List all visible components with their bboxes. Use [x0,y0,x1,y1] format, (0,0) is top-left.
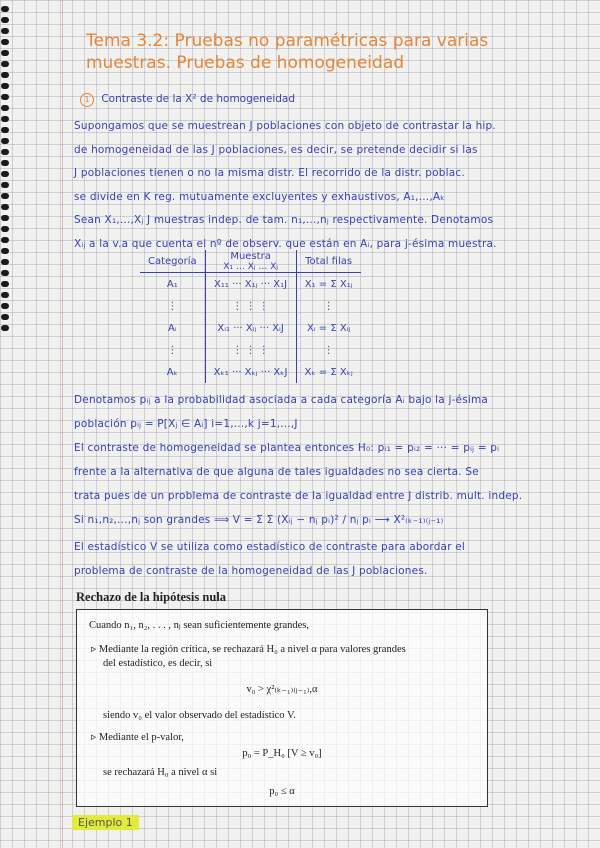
text-line: problema de contraste de la homogeneidad de las J poblaciones. [74,565,428,577]
binding-hole [1,39,9,45]
binding-hole [1,6,9,12]
binding-hole [1,248,9,254]
text-line: Xᵢⱼ a la v.a que cuenta el nº de observ. que están en Aᵢ, para j-ésima muestra. [74,237,497,250]
binding-hole [1,204,9,210]
cell-values: ⋮ ⋮ ⋮ [205,339,296,361]
cell-values: Xₖ₁ ··· Xₖⱼ ··· XₖJ [205,361,296,383]
contingency-table [140,250,361,383]
header-muestra-label: Muestra [230,250,271,262]
margin-line [62,0,63,848]
binding-hole [1,94,9,100]
box-note-2: se rechazará H₀ a nivel α si [103,767,218,778]
cell-total: ⋮ [323,300,334,312]
binding-hole [1,83,9,89]
text-line: Si n₁,n₂,...,nⱼ son grandes ⟹ V = Σ Σ (Xᵢⱼ − nⱼ pᵢ)² / nⱼ pᵢ ⟶ X²₍ₖ₋₁₎₍ⱼ₋₁₎ [74,514,444,526]
table-row [140,361,361,383]
cell-total: Xᵢ = Σ Xᵢⱼ [306,322,351,334]
sub-header: Xⱼ [270,261,278,272]
sub-header: … [258,261,268,272]
cell-category: A₁ [140,273,205,296]
text-line: Denotamos pᵢⱼ a la probabilidad asociada a cada categoría Aᵢ bajo la j-ésima [74,394,489,406]
text-line: El estadístico V se utiliza como estadístico de contraste para abordar el [74,541,466,553]
page-title: Tema 3.2: Pruebas no paramétricas para varias muestras. Pruebas de homogeneidad [86,31,489,73]
text-line: de homogeneidad de las J poblaciones, es decir, se pretende decidir si las [74,143,478,156]
cell-values: ⋮ ⋮ ⋮ [205,295,296,317]
binding-hole [1,160,9,166]
cell-values: Xᵢ₁ ··· Xᵢⱼ ··· XᵢJ [205,317,296,339]
table-row [140,295,361,317]
bullet-text: Mediante el p-valor, [98,732,184,743]
formula-reject: p₀ ≤ α [269,786,295,797]
binding-hole [1,292,9,298]
formula-critical: v₀ > χ²₍ₖ₋₁₎₍ⱼ₋₁₎,α [246,684,318,695]
box-intro: Cuando n₁, n₂, . . . , nⱼ sean suficientemente grandes, [89,620,309,631]
binding-hole [1,171,9,177]
header-muestra-sub [214,262,288,272]
header-total: Total filas [296,250,361,273]
formula-pvalue: p₀ = P_H₀ [V ≥ v₀] [242,748,322,759]
binding-hole [1,215,9,221]
cell-category: Aᵢ [140,317,205,339]
table-row [140,317,361,339]
binding-hole [1,193,9,199]
text-line: población pᵢⱼ = P[Xⱼ ∈ Aᵢ] i=1,...,k j=1,...,J [74,418,298,430]
spiral-binding [0,0,14,848]
binding-hole [1,325,9,331]
text-line: se divide en K reg. mutuamente excluyentes y exhaustivos, A₁,...,Aₖ [74,190,445,203]
binding-hole [1,182,9,188]
binding-hole [1,281,9,287]
binding-hole [1,105,9,111]
bullet-icon: ▹ [91,644,99,655]
binding-hole [1,116,9,122]
text-line: frente a la alternativa de que alguna de tales igualdades no sea cierta. Se [74,466,479,478]
text-line: El contraste de homogeneidad se plantea entonces H₀: pᵢ₁ = pᵢ₂ = ··· = pᵢⱼ = pᵢ [74,442,500,454]
binding-hole [1,226,9,232]
paragraph-hypothesis [74,388,564,532]
cell-category: ⋮ [140,295,205,317]
cell-total: ⋮ [323,344,334,356]
sub-header: Xⱼ [247,261,256,272]
section-number: 1 [80,93,94,107]
box-note-1: siendo v₀ el valor observado del estadístico V. [103,710,296,721]
binding-hole [1,28,9,34]
binding-hole [1,72,9,78]
text-line: Sean X₁,...,Xⱼ J muestras indep. de tam. n₁,...,nⱼ respectivamente. Denotamos [74,214,494,226]
bullet-text: Mediante la región crítica, se rechazará H₀ a nivel α para valores grandes [98,644,406,655]
binding-hole [1,127,9,133]
header-muestra [205,250,296,273]
paragraph-intro [74,115,564,256]
cell-total: X₁ = Σ X₁ⱼ [304,278,353,290]
cell-total: Xₖ = Σ Xₖⱼ [304,366,353,378]
text-line: Supongamos que se muestrean J poblaciones con objeto de contrastar la hip. [74,120,496,132]
binding-hole [1,149,9,155]
example-heading: Ejemplo 1 [72,815,139,830]
section-heading [80,93,295,107]
box-title: Rechazo de la hipótesis nula [76,590,227,604]
cell-values: X₁₁ ··· X₁ⱼ ··· X₁J [205,273,296,296]
box-bullet-2 [91,731,475,743]
cell-category: Aₖ [140,361,205,383]
paragraph-statistic [74,535,564,583]
section-heading-text: Contraste de la X² de homogeneidad [101,93,296,105]
binding-hole [1,237,9,243]
binding-hole [1,61,9,67]
box-bullet-1b: del estadístico, es decir, si [103,658,213,669]
binding-hole [1,50,9,56]
sub-header: X₁ [223,261,233,272]
bullet-icon: ▹ [91,732,99,743]
sub-header: … [235,261,245,272]
binding-hole [1,270,9,276]
text-line: trata pues de un problema de contraste de la igualdad entre J distrib. mult. indep. [74,490,523,502]
binding-hole [1,303,9,309]
binding-hole [1,314,9,320]
box-bullet-1 [91,643,475,655]
text-line: J poblaciones tienen o no la misma distr. El recorrido de la distr. poblac. [74,167,465,179]
binding-hole [1,259,9,265]
table-row [140,273,361,296]
rejection-box [76,609,488,807]
binding-hole [1,138,9,144]
binding-hole [1,17,9,23]
header-categoria: Categoría [140,250,205,273]
table-row [140,339,361,361]
cell-category: ⋮ [140,339,205,361]
